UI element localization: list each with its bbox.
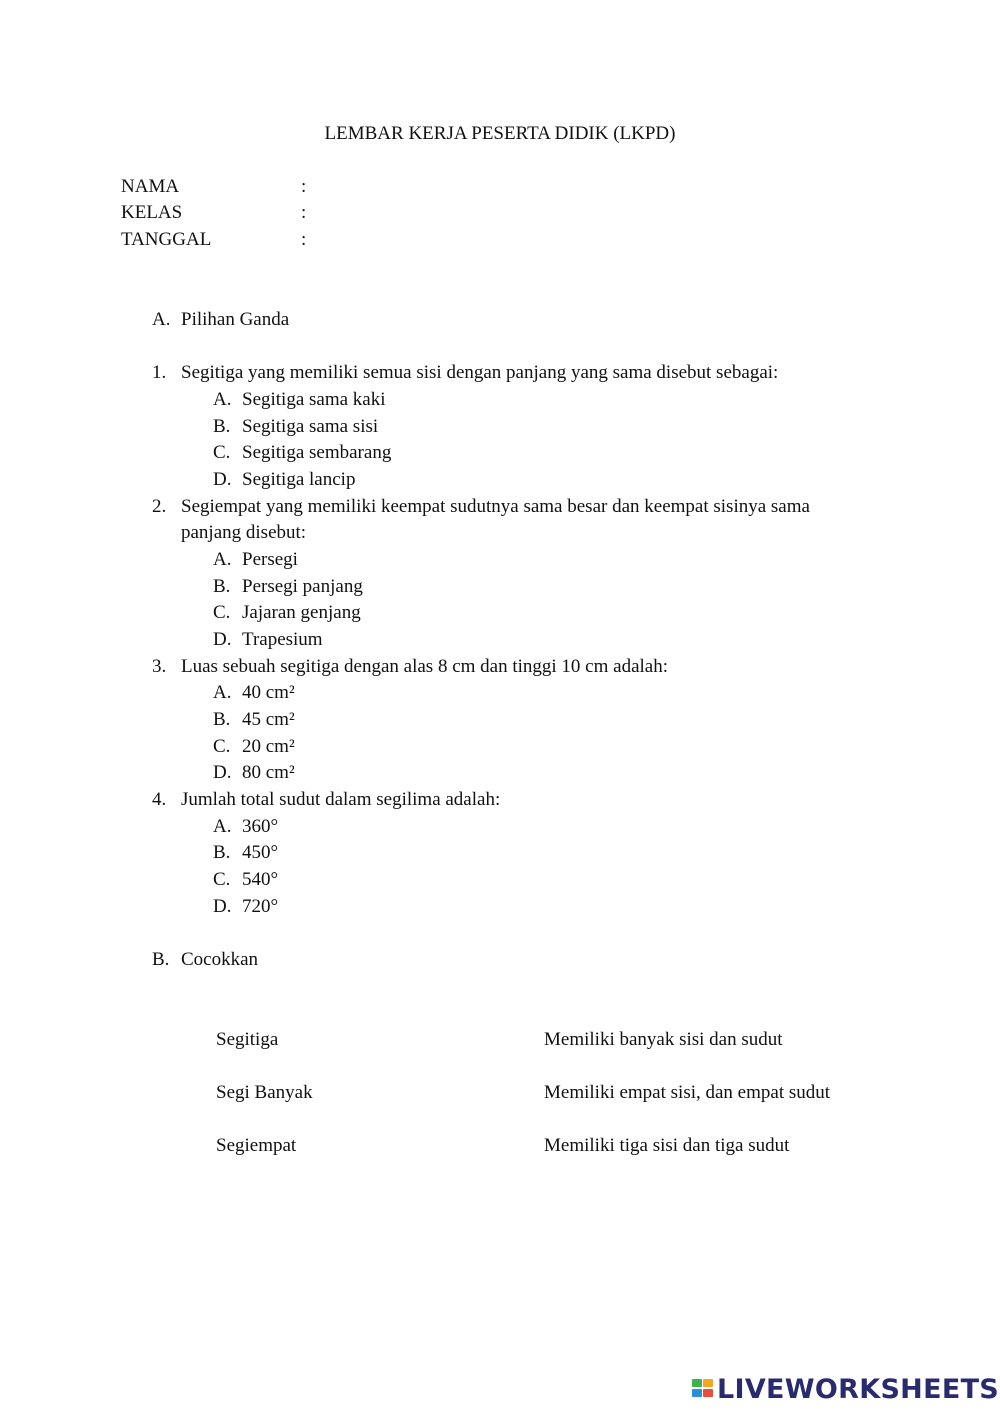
question-text: Segitiga yang memiliki semua sisi dengan panjang yang sama disebut sebagai:	[181, 362, 779, 383]
option-letter: D.	[213, 762, 232, 783]
option-letter: D.	[213, 629, 232, 650]
option-text[interactable]: Trapesium	[242, 629, 323, 650]
question-text: Jumlah total sudut dalam segilima adalah:	[181, 789, 501, 810]
question-text: Luas sebuah segitiga dengan alas 8 cm dan tinggi 10 cm adalah:	[181, 656, 668, 677]
option-letter: B.	[213, 416, 231, 437]
option-letter: C.	[213, 442, 231, 463]
option-text[interactable]: Segitiga sembarang	[242, 442, 392, 463]
option-text[interactable]: Persegi	[242, 549, 298, 570]
match-definition[interactable]: Memiliki banyak sisi dan sudut	[544, 1029, 783, 1050]
option-text[interactable]: Segitiga lancip	[242, 469, 356, 490]
question-text: Segiempat yang memiliki keempat sudutnya sama besar dan keempat sisinya sama	[181, 496, 810, 517]
question-number: 2.	[152, 496, 167, 517]
logo-block	[703, 1379, 713, 1387]
option-letter: A.	[213, 682, 232, 703]
match-definition[interactable]: Memiliki empat sisi, dan empat sudut	[544, 1082, 831, 1103]
option-letter: B.	[213, 842, 231, 863]
option-text[interactable]: 45 cm²	[242, 709, 295, 730]
info-colon-nama: :	[301, 176, 307, 197]
option-text[interactable]: Jajaran genjang	[242, 602, 361, 623]
option-letter: C.	[213, 736, 231, 757]
section-b-letter: B.	[152, 949, 170, 970]
option-letter: B.	[213, 576, 231, 597]
option-letter: B.	[213, 709, 231, 730]
option-text[interactable]: Segitiga sama sisi	[242, 416, 379, 437]
option-text[interactable]: 80 cm²	[242, 762, 295, 783]
info-label-tanggal: TANGGAL	[121, 229, 212, 250]
option-letter: C.	[213, 869, 231, 890]
option-letter: D.	[213, 896, 232, 917]
question-number: 4.	[152, 789, 167, 810]
option-text[interactable]: Persegi panjang	[242, 576, 363, 597]
match-term[interactable]: Segiempat	[216, 1135, 297, 1156]
liveworksheets-logo	[692, 1374, 999, 1406]
logo-text: LIVEWORKSHEETS	[717, 1374, 1000, 1405]
liveworksheets-logo-icon	[692, 1377, 714, 1403]
option-letter: C.	[213, 602, 231, 623]
section-a-title: Pilihan Ganda	[181, 309, 290, 330]
option-letter: D.	[213, 469, 232, 490]
question-number: 3.	[152, 656, 167, 677]
option-text[interactable]: 20 cm²	[242, 736, 295, 757]
info-label-nama: NAMA	[121, 176, 180, 197]
logo-block	[692, 1379, 702, 1387]
match-definition[interactable]: Memiliki tiga sisi dan tiga sudut	[544, 1135, 790, 1156]
option-text[interactable]: 720°	[242, 896, 279, 917]
match-term[interactable]: Segitiga	[216, 1029, 279, 1050]
option-letter: A.	[213, 816, 232, 837]
section-a-letter: A.	[152, 309, 171, 330]
match-term[interactable]: Segi Banyak	[216, 1082, 313, 1103]
question-number: 1.	[152, 362, 167, 383]
option-text[interactable]: 450°	[242, 842, 279, 863]
option-text[interactable]: 360°	[242, 816, 279, 837]
info-colon-kelas: :	[301, 202, 307, 223]
logo-block	[703, 1389, 713, 1397]
page-title: LEMBAR KERJA PESERTA DIDIK (LKPD)	[324, 123, 676, 144]
logo-block	[692, 1389, 702, 1397]
option-text[interactable]: Segitiga sama kaki	[242, 389, 386, 410]
section-b-title: Cocokkan	[181, 949, 259, 970]
question-text-continued: panjang disebut:	[181, 522, 307, 543]
option-letter: A.	[213, 549, 232, 570]
option-text[interactable]: 540°	[242, 869, 279, 890]
option-letter: A.	[213, 389, 232, 410]
info-colon-tanggal: :	[301, 229, 307, 250]
info-label-kelas: KELAS	[121, 202, 183, 223]
option-text[interactable]: 40 cm²	[242, 682, 295, 703]
